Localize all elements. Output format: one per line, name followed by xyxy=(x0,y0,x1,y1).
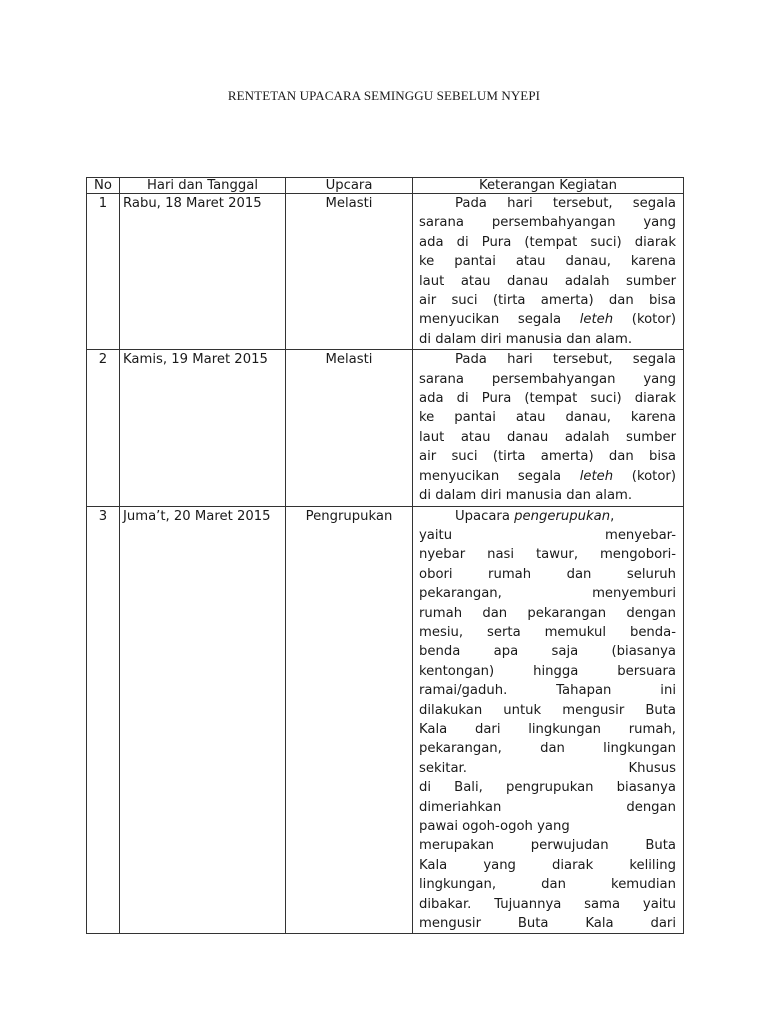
row-date: Rabu, 18 Maret 2015 xyxy=(120,194,286,350)
description-line: ramai/gaduh. Tahapan ini xyxy=(419,683,676,699)
description-line: di Bali, pengrupukan biasanya xyxy=(419,780,676,796)
description-line: rumah dan pekarangan dengan xyxy=(419,605,676,621)
description-line: Kala dari lingkungan rumah, xyxy=(419,721,676,737)
table-row xyxy=(87,350,684,506)
description-line: laut atau danau adalah sumber xyxy=(419,429,676,445)
table-row xyxy=(87,506,684,934)
italic-term: leteh xyxy=(579,468,614,484)
header-description: Keterangan Kegiatan xyxy=(413,178,684,194)
table-row xyxy=(87,194,684,350)
row-date: Kamis, 19 Maret 2015 xyxy=(120,350,286,506)
description-line: Pada hari tersebut, segala xyxy=(455,352,676,368)
row-ceremony: Pengrupukan xyxy=(286,506,413,934)
description-line: ada di Pura (tempat suci) diarak xyxy=(419,391,676,407)
header-date: Hari dan Tanggal xyxy=(120,178,286,194)
row-description xyxy=(413,194,684,350)
description-line: nyebar nasi tawur, mengobori- xyxy=(419,547,676,563)
table-header-row xyxy=(87,178,684,194)
description-line: sarana persembahyangan yang xyxy=(419,215,676,231)
description-line: air suci (tirta amerta) dan bisa xyxy=(419,449,676,465)
description-line: dilakukan untuk mengusir Buta xyxy=(419,702,676,718)
description-line: di dalam diri manusia dan alam. xyxy=(419,331,633,347)
description-line: menyucikan segala leteh (kotor) xyxy=(419,312,676,328)
description-line: lingkungan, dan kemudian xyxy=(419,877,676,893)
description-line: dibakar. Tujuannya sama yaitu xyxy=(419,896,676,912)
row-description xyxy=(413,350,684,506)
row-description xyxy=(413,506,684,934)
description-line: obori rumah dan seluruh xyxy=(419,566,676,582)
description-line: dimeriahkan dengan xyxy=(419,799,676,815)
description-line: ke pantai atau danau, karena xyxy=(419,410,676,426)
description-line: Upacara pengerupukan, xyxy=(455,508,615,524)
italic-term: pengerupukan xyxy=(514,508,611,524)
description-line: sarana persembahyangan yang xyxy=(419,371,676,387)
row-date: Juma’t, 20 Maret 2015 xyxy=(120,506,286,934)
description-line: kentongan) hingga bersuara xyxy=(419,663,676,679)
description-line: yaitu menyebar- xyxy=(419,527,676,543)
description-line: sekitar. Khusus xyxy=(419,760,676,776)
row-number: 1 xyxy=(87,194,120,350)
description-line: mengusir Buta Kala dari xyxy=(419,916,676,932)
description-line: pekarangan, dan lingkungan xyxy=(419,741,676,757)
row-number: 2 xyxy=(87,350,120,506)
description-line: ke pantai atau danau, karena xyxy=(419,254,676,270)
row-ceremony: Melasti xyxy=(286,350,413,506)
description-line: pekarangan, menyemburi xyxy=(419,586,676,602)
description-line: Pada hari tersebut, segala xyxy=(455,196,676,211)
document-title: RENTETAN UPACARA SEMINGGU SEBELUM NYEPI xyxy=(227,88,541,103)
header-ceremony: Upcara xyxy=(286,178,413,194)
description-line: ada di Pura (tempat suci) diarak xyxy=(419,234,676,250)
row-ceremony: Melasti xyxy=(286,194,413,350)
description-line: laut atau danau adalah sumber xyxy=(419,273,676,289)
header-no: No xyxy=(87,178,120,194)
description-line: mesiu, serta memukul benda- xyxy=(419,624,676,640)
description-line: di dalam diri manusia dan alam. xyxy=(419,488,633,504)
description-line: merupakan perwujudan Buta xyxy=(419,838,676,854)
description-line: air suci (tirta amerta) dan bisa xyxy=(419,293,676,309)
italic-term: leteh xyxy=(579,312,614,328)
row-number: 3 xyxy=(87,506,120,934)
description-line: benda apa saja (biasanya xyxy=(419,644,676,660)
description-line: menyucikan segala leteh (kotor) xyxy=(419,468,676,484)
ceremony-table xyxy=(86,177,684,934)
description-line: Kala yang diarak keliling xyxy=(419,857,676,873)
description-line: pawai ogoh-ogoh yang xyxy=(419,819,570,834)
